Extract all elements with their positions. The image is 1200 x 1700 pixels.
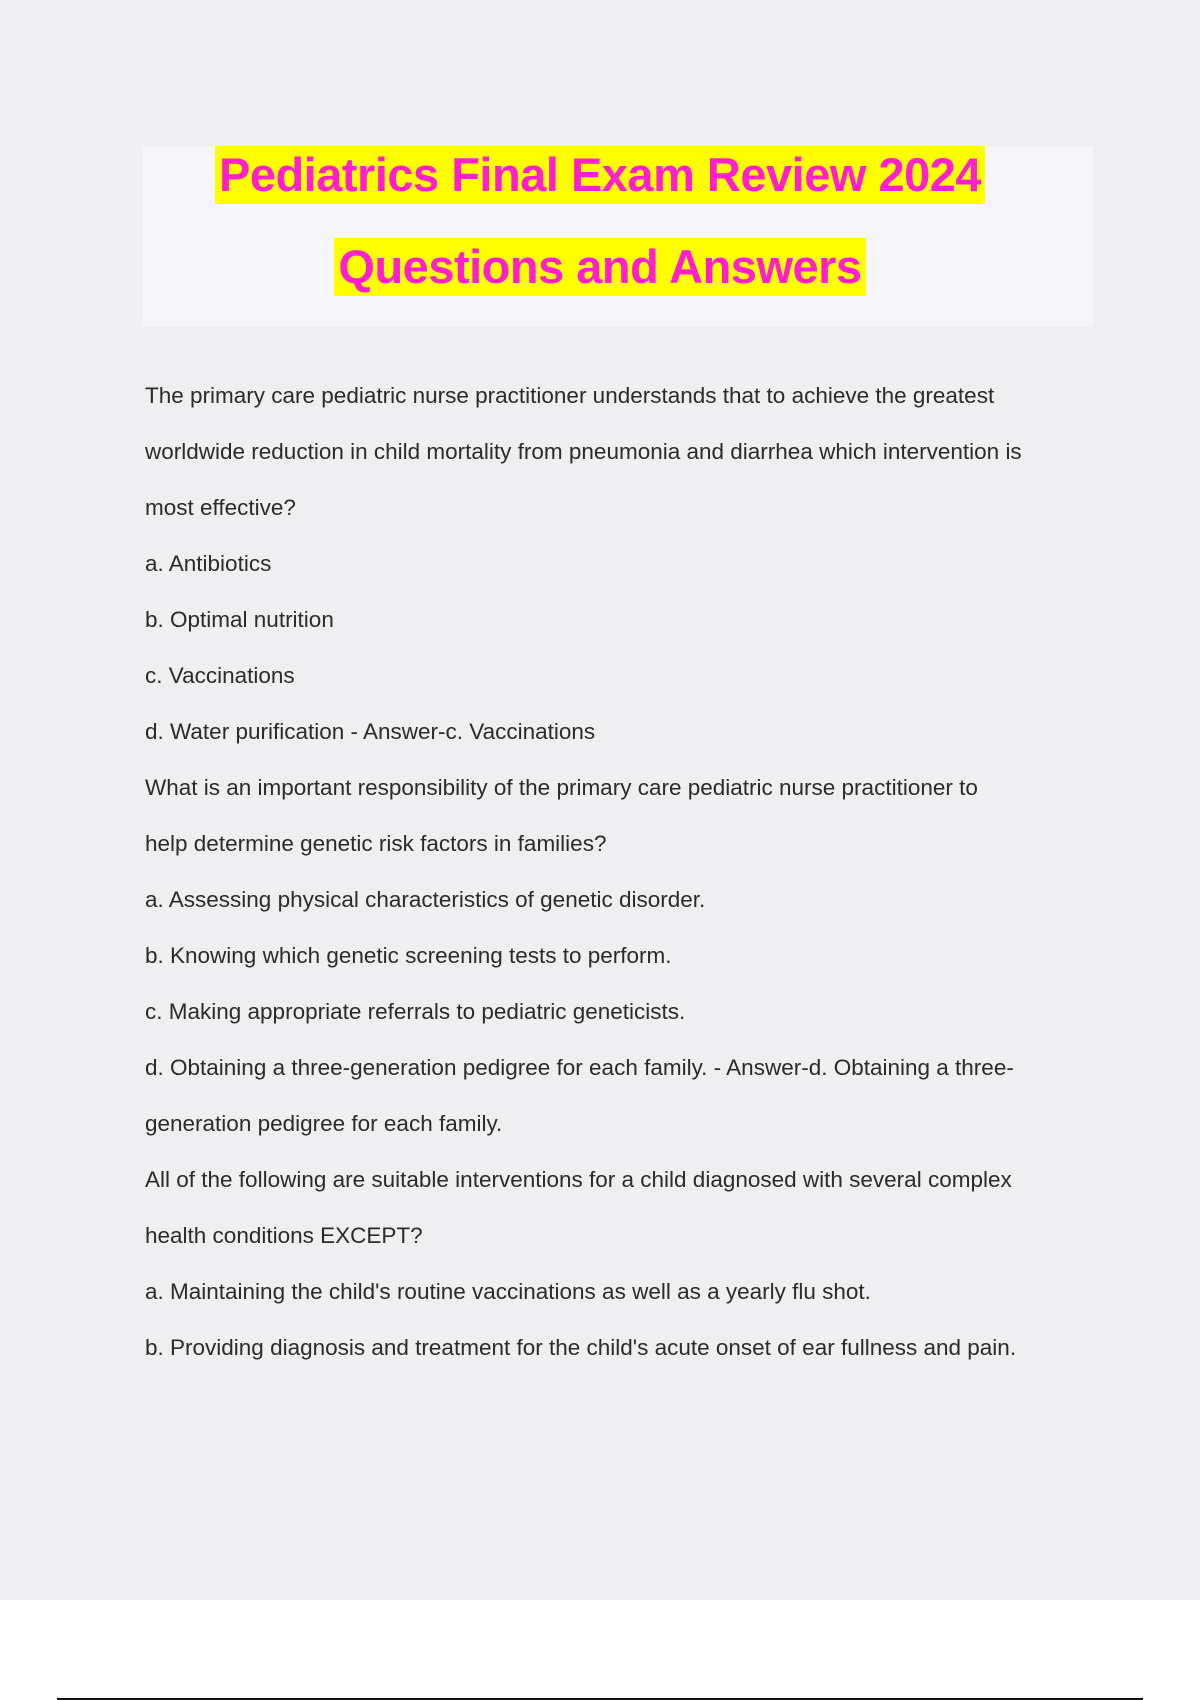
question-1-option-d-answer: d. Water purification - Answer-c. Vaccinations <box>145 719 596 744</box>
question-2-line-1: What is an important responsibility of the primary care pediatric nurse practitioner to <box>145 775 978 800</box>
question-2-option-d-answer: d. Obtaining a three-generation pedigree for each family. - Answer-d. Obtaining a three- <box>145 1055 1014 1080</box>
question-2-line-2: help determine genetic risk factors in families? <box>145 831 607 856</box>
question-3-line-2: health conditions EXCEPT? <box>145 1223 423 1248</box>
question-2-option-a: a. Assessing physical characteristics of genetic disorder. <box>145 887 706 912</box>
question-1-option-c: c. Vaccinations <box>145 663 295 688</box>
question-1-line-2: worldwide reduction in child mortality from pneumonia and diarrhea which intervention is <box>145 439 1022 464</box>
question-3-option-a: a. Maintaining the child's routine vaccinations as well as a yearly flu shot. <box>145 1279 871 1304</box>
title-line-1 <box>0 146 1200 216</box>
question-1-line-1: The primary care pediatric nurse practitioner understands that to achieve the greatest <box>145 383 995 408</box>
title-line-2 <box>0 238 1200 308</box>
question-2-answer-continued: generation pedigree for each family. <box>145 1111 503 1136</box>
question-3-option-b: b. Providing diagnosis and treatment for the child's acute onset of ear fullness and pain. <box>145 1335 1017 1360</box>
question-1-option-a: a. Antibiotics <box>145 551 272 576</box>
question-1-line-3: most effective? <box>145 495 296 520</box>
document-subtitle: Questions and Answers <box>334 238 865 296</box>
question-3-line-1: All of the following are suitable interventions for a child diagnosed with several complex <box>145 1167 1012 1192</box>
question-2-option-b: b. Knowing which genetic screening tests to perform. <box>145 943 672 968</box>
question-1-option-b: b. Optimal nutrition <box>145 607 334 632</box>
question-2-option-c: c. Making appropriate referrals to pediatric geneticists. <box>145 999 686 1024</box>
document-title: Pediatrics Final Exam Review 2024 <box>215 146 985 204</box>
question-list <box>145 368 1105 1376</box>
